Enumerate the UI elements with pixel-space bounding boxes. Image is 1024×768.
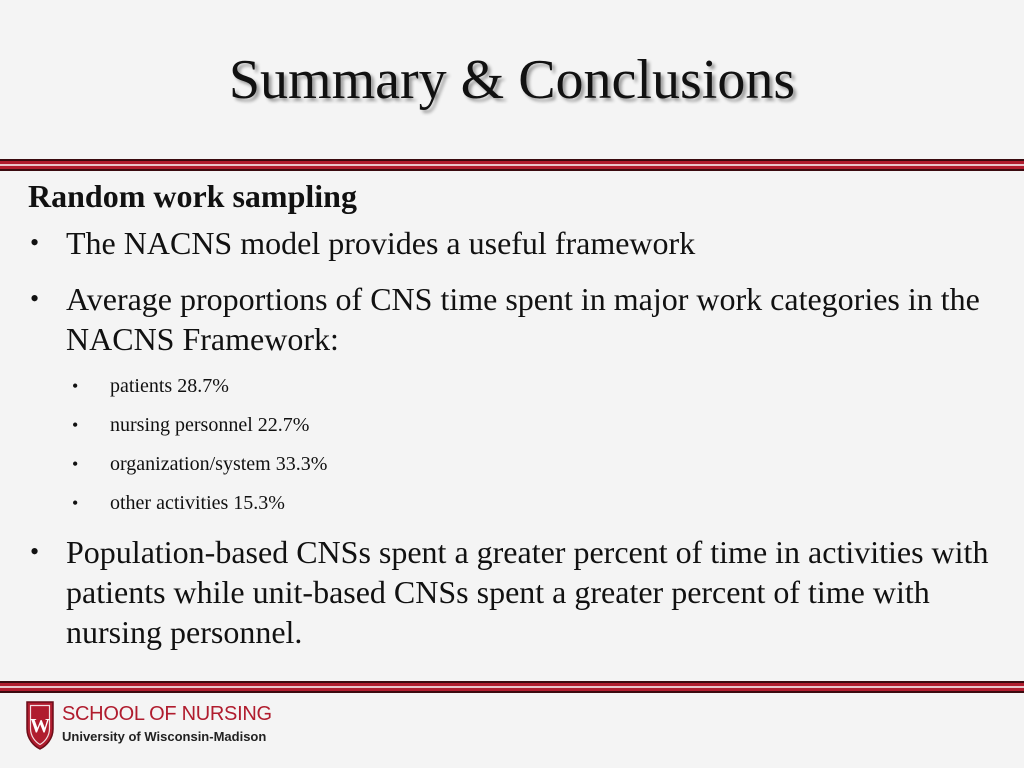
bullet-marker: • (30, 537, 40, 566)
bottom-divider (0, 681, 1024, 693)
university-name: University of Wisconsin-Madison (62, 729, 267, 744)
bullet-item (28, 532, 1008, 652)
slide-content (28, 178, 1008, 668)
sub-bullet-item (66, 451, 1008, 477)
sub-bullet-list (66, 373, 1008, 516)
bullet-marker: • (30, 284, 40, 313)
sub-bullet-text: patients 28.7% (110, 375, 229, 397)
top-divider (0, 159, 1024, 171)
sub-bullet-text: nursing personnel 22.7% (110, 414, 310, 436)
uw-crest-icon (24, 699, 56, 751)
sub-bullet-item (66, 373, 1008, 399)
crest-letter: W (30, 715, 50, 737)
bullet-list (28, 223, 1008, 652)
bullet-item (28, 279, 1008, 516)
bullet-text: The NACNS model provides a useful framework (66, 225, 696, 261)
bullet-item (28, 223, 1008, 263)
bullet-marker: • (30, 228, 40, 257)
sub-bullet-item (66, 490, 1008, 516)
section-heading: Random work sampling (28, 178, 357, 214)
sub-bullet-item (66, 412, 1008, 438)
sub-bullet-marker: • (72, 454, 79, 474)
school-name: SCHOOL OF NURSING (62, 703, 272, 725)
bullet-text: Population-based CNSs spent a greater percent of time in activities with patients while unit-based CNSs spent a greater percent of time with nursing personnel. (66, 534, 989, 650)
sub-bullet-marker: • (72, 493, 79, 513)
sub-bullet-text: organization/system 33.3% (110, 453, 328, 475)
sub-bullet-text: other activities 15.3% (110, 492, 285, 514)
sub-bullet-marker: • (72, 376, 79, 396)
bullet-text: Average proportions of CNS time spent in major work categories in the NACNS Framework: (66, 281, 980, 357)
sub-bullet-marker: • (72, 415, 79, 435)
slide-title: Summary & Conclusions (228, 49, 796, 111)
